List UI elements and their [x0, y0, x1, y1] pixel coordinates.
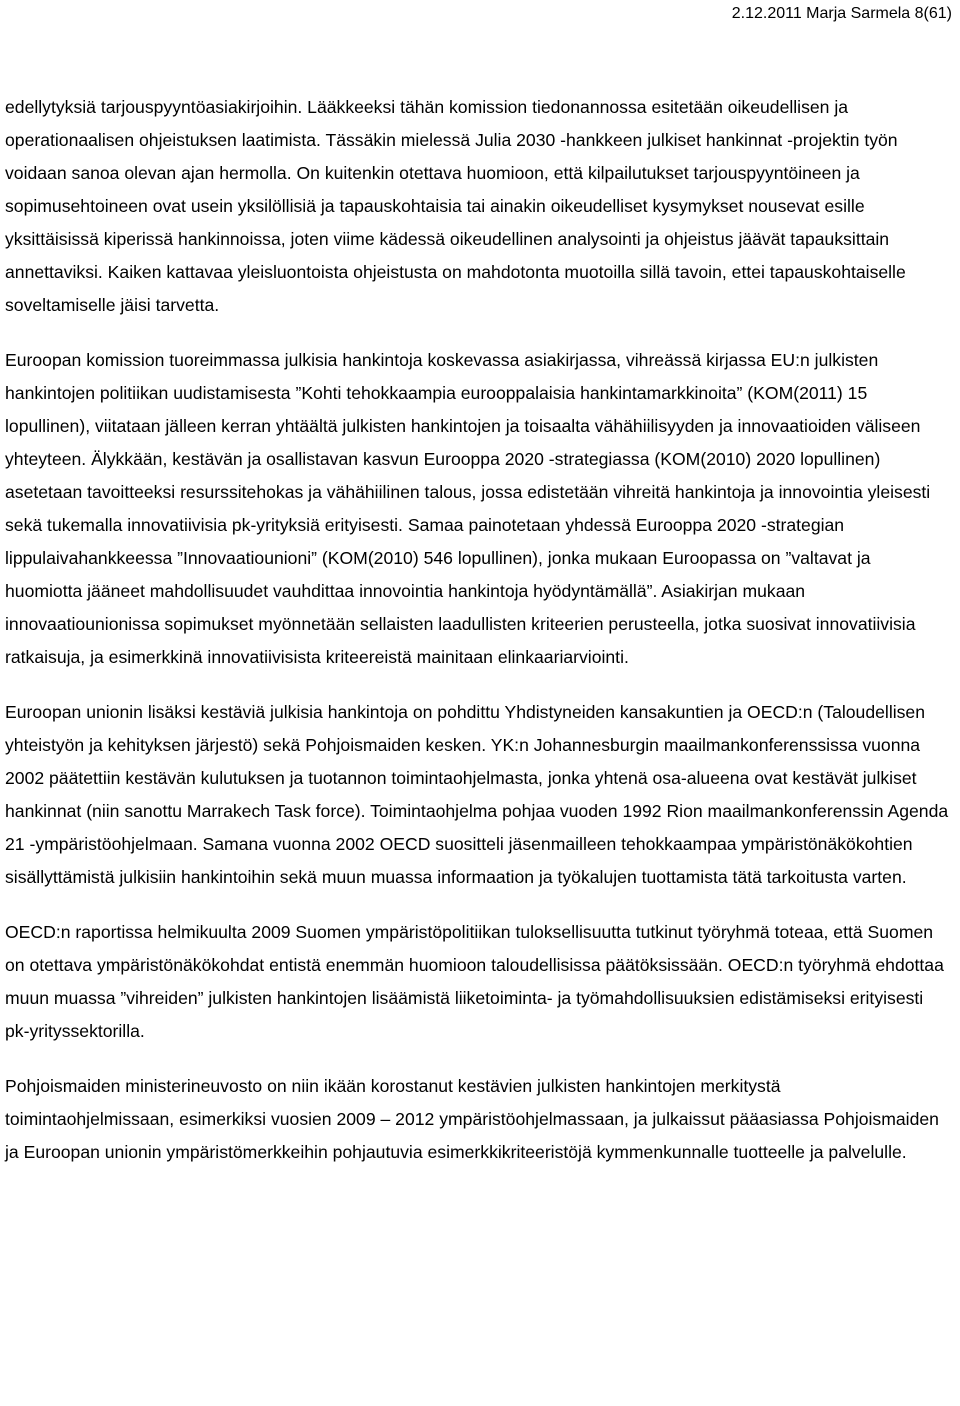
page-header: 2.12.2011 Marja Sarmela 8(61) [731, 5, 952, 22]
paragraph [5, 1070, 950, 1169]
paragraph [5, 91, 950, 322]
paragraph [5, 344, 950, 674]
document-body [5, 91, 950, 1169]
paragraph [5, 696, 950, 894]
paragraph-text: edellytyksiä tarjouspyyntöasiakirjoihin. Lääkkeeksi tähän komission tiedonannossa esitetään oikeudellisen ja operationaalisen ohjeistuksen laatimista. Tässäkin mielessä Julia 2030 -hankkeen julkiset hankinnat -projektin työn voidaan sanoa olevan ajan hermolla. [5, 97, 898, 183]
paragraph-text: Euroopan unionin lisäksi kestäviä julkisia hankintoja on pohdittu Yhdistyneiden kansakuntien ja OECD:n (Taloudellisen yhteistyön ja kehityksen järjestö) sekä Pohjoismaiden kesken. YK:n Johannesburgin maailmankonferenssissa vuonna 2002 päätettiin kestävän kulutuksen ja tuotannon toimintaohjelmasta, jonka yhtenä osa-alueena ovat kestävät julkiset hankinnat (niin sanottu Marrakech Task force). Toimintaohjelma pohjaa vuoden 1992 Rion maailmankonferenssin Agenda 21 -ympäristöohjelmaan. Samana vuonna 2002 OECD suositteli jäsenmailleen tehokkaampaa ympäristönäkökohtien sisällyttämistä julkisiin hankintoihin sekä muun muassa informaation ja työkalujen tuottamista tätä tarkoitusta varten. [5, 702, 949, 887]
paragraph-text: Pohjoismaiden ministerineuvosto on niin ikään korostanut kestävien julkisten hankintojen merkitystä toimintaohjelmissaan, esimerkiksi vuosien 2009 – 2012 ympäristöohjelmassaan, ja julkaissut pääasiassa Pohjoismaiden ja Euroopan unionin ympäristömerkkeihin pohjautuvia esimerkkikriteeristöjä kymmenkunnalle tuotteelle ja palvelulle. [5, 1076, 939, 1162]
paragraph-text: Euroopan komission tuoreimmassa julkisia hankintoja koskevassa asiakirjassa, vihreässä kirjassa EU:n julkisten hankintojen politiikan uudistamisesta ”Kohti tehokkaampia eurooppalaisia hankintamarkkinoita” (KOM(2011) 15 lopullinen), viitataan jälleen kerran yhtäältä julkisten hankintojen ja toisaalta vähähiilisyyden ja innovaatioiden väliseen yhteyteen. Älykkään, kestävän ja osallistavan kasvun Eurooppa 2020 -strategiassa (KOM(2010) 2020 lopullinen) asetetaan tavoitteeksi resurssitehokas ja vähähiilinen talous, jossa edistetään vihreitä hankintoja ja innovointia yleisesti sekä tukemalla innovatiivisia pk-yrityksiä erityisesti. Samaa painotetaan yhdessä Eurooppa 2020 -strategian lippulaivahankkeessa ”Innovaatiounioni” (KOM(2010) 546 lopullinen), jonka mukaan Euroopassa on ”valtavat ja huomiotta jääneet mahdollisuudet vauhdittaa innovointia hankintoja hyödyntämällä”. Asiakirjan mukaan innovaatiounionissa sopimukset myönnetään sellaisten laadullisten kriteerien perusteella, jotka suosivat innovatiivisia ratkaisuja, ja esimerkkinä innovatiivisista kriteereistä mainitaan elinkaariarviointi. [5, 350, 931, 667]
paragraph [5, 916, 950, 1048]
paragraph-text: On kuitenkin otettava huomioon, että kilpailutukset tarjouspyyntöineen ja sopimusehtoineen ovat usein yksilöllisiä ja tapauskohtaisia tai ainakin oikeudelliset kysymykset nousevat esille yksittäisissä kiperissä hankinnoissa, joten viime kädessä oikeudellinen analysointi ja ohjeistus jäävät tapauksittain annettaviksi. Kaiken kattavaa yleisluontoista ohjeistusta on mahdotonta muotoilla sillä tavoin, ettei tapauskohtaiselle soveltamiselle jäisi tarvetta. [5, 163, 906, 315]
paragraph-text: OECD:n raportissa helmikuulta 2009 Suomen ympäristöpolitiikan tuloksellisuutta tutkinut työryhmä toteaa, että Suomen on otettava ympäristönäkökohdat entistä enemmän huomioon taloudellisissa päätöksissään. OECD:n työryhmä ehdottaa muun muassa ”vihreiden” julkisten hankintojen lisäämistä liiketoiminta- ja työmahdollisuuksien edistämiseksi erityisesti pk-yrityssektorilla. [5, 922, 944, 1041]
